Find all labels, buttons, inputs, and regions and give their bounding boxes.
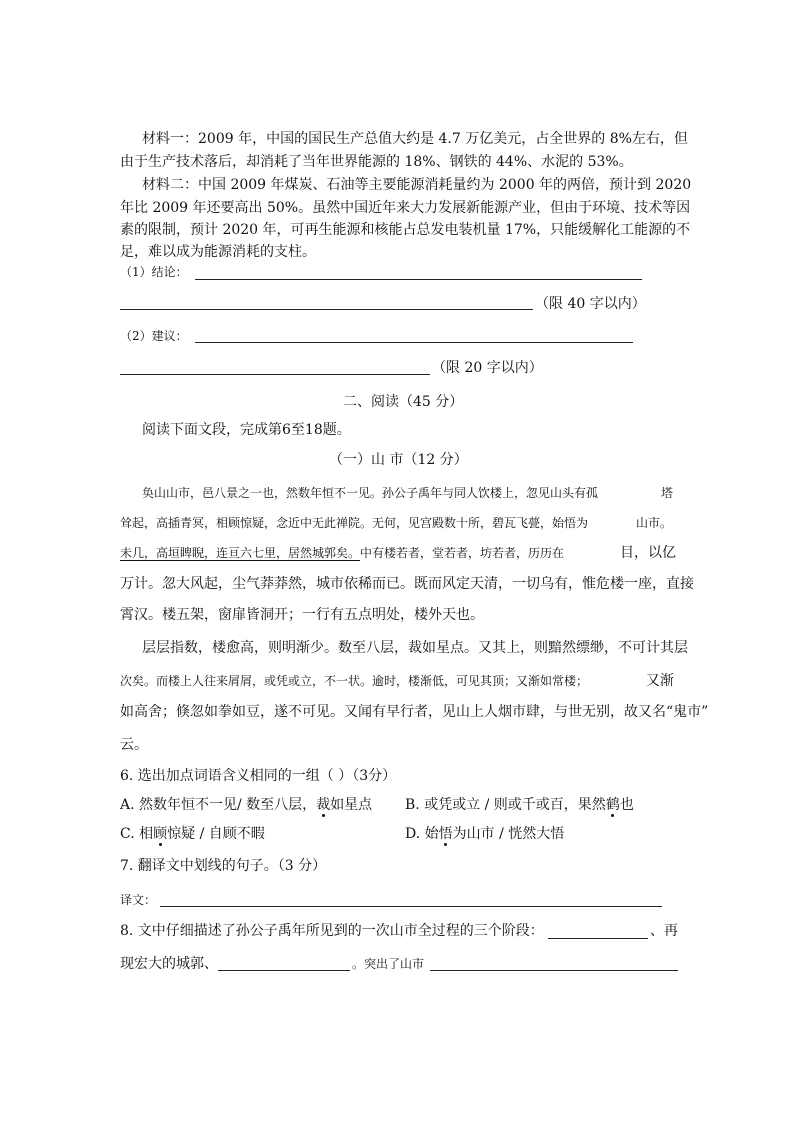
passage-line-3 (120, 545, 564, 561)
section-title: 二、阅读（45 分） (343, 394, 464, 410)
q6-c-dotted-word: 顾 (153, 826, 168, 842)
q1-limit: （限 40 字以内） (535, 296, 646, 312)
q7-stem: 7. 翻译文中划线的句子。（3 分） (120, 858, 327, 874)
passage-line-8: 如高舍；倏忽如拳如豆，遂不可见。又闻有早行者，见山上人烟市肆，与世无别，故又名“鬼市” (120, 704, 709, 720)
passage-line-3-end: 目，以亿 (620, 545, 676, 561)
q1-answer-line-2[interactable] (120, 309, 533, 310)
passage-line-7-end: 又渐 (646, 673, 674, 689)
q7-answer-line[interactable] (160, 906, 662, 907)
q6-stem: 6. 选出加点词语含义相同的一组（ ）（3分） (120, 768, 397, 784)
passage-line-9: 云。 (120, 737, 148, 753)
q2-limit: （限 20 字以内） (432, 360, 543, 376)
material-2-line-3: 素的限制，预计 2020 年，可再生能源和核能占总发电装机量 17%，只能缓解化工能源的不 (120, 222, 691, 238)
underlined-sentence: 未几，高垣睥睨，连亘六七里，居然城郭矣。 (120, 546, 361, 560)
passage-line-6: 层层指数，楼愈高，则明渐少。数至八层，裁如星点。又其上，则黯然缥缈，不可计其层 (142, 640, 688, 656)
passage-line-5: 霄汉。楼五架，窗扉皆洞开；一行有五点明处，楼外天也。 (120, 607, 484, 623)
q6-a-text-2: 如星点 (330, 797, 373, 813)
q8-blank-2[interactable] (218, 970, 350, 971)
q8-line-1-end: 、再 (650, 923, 678, 939)
q8-line-1: 8. 文中仔细描述了孙公子禹年所见到的一次山市全过程的三个阶段： (120, 923, 544, 939)
material-2-line-4: 足，难以成为能源消耗的支柱。 (120, 244, 316, 260)
passage-line-1-end: 塔 (661, 486, 674, 500)
passage-line-1: 奂山山市，邑八景之一也，然数年恒不一见。孙公子禹年与同人饮楼上，忽见山头有孤 (142, 486, 599, 500)
q2-answer-line-1[interactable] (195, 342, 633, 343)
q8-blank-1[interactable] (548, 938, 648, 939)
section-intro: 阅读下面文段，完成第6至18题。 (142, 422, 351, 438)
q6-option-c[interactable] (120, 826, 265, 842)
q6-a-text-1: A. 然数年恒不一见/ 数至八层， (120, 797, 317, 813)
passage-line-3-rest: 中有楼若者，堂若者，坊若者，历历在 (360, 546, 565, 560)
passage-line-2-end: 山市。 (636, 516, 673, 530)
passage-line-2: 耸起，高插青冥，相顾惊疑，念近中无此禅院。无何，见宫殿数十所，碧瓦飞甍，始悟为 (120, 516, 589, 530)
q8-line-2: 现宏大的城郭、 (120, 956, 218, 972)
q6-d-text-2: 为山市 / 恍然大悟 (452, 826, 565, 842)
q6-b-text-2: 也 (619, 797, 634, 813)
material-2-line-2: 年比 2009 年还要高出 50%。虽然中国近年来大力发展新能源产业，但由于环境、技术等因 (120, 200, 691, 216)
passage-line-4: 万计。忽大风起，尘气莽莽然，城市依稀而已。既而风定天清，一切乌有，惟危楼一座，直接 (120, 576, 694, 592)
material-1-line-2: 由于生产技术落后，却消耗了当年世界能源的 18%、钢铁的 44%、水泥的 53%。 (120, 154, 633, 170)
q6-a-dotted-word: 裁 (316, 797, 331, 813)
passage-line-7: 次矣。而楼上人往来屑屑，或凭或立，不一状。逾时，楼渐低，可见其顶；又渐如常楼； (120, 674, 589, 688)
q1-label: （1）结论： (120, 265, 188, 279)
q6-d-text-1: D. 始 (405, 826, 439, 842)
q6-d-dotted-word: 悟 (438, 826, 453, 842)
q7-translation-label: 译文： (120, 893, 157, 907)
q8-blank-3[interactable] (430, 970, 678, 971)
q6-option-a[interactable] (120, 797, 372, 813)
q6-c-text-2: 惊疑 / 自顾不暇 (167, 826, 265, 842)
material-1-line-1: 材料一：2009 年，中国的国民生产总值大约是 4.7 万亿美元，占全世界的 8%左右，但 (142, 131, 688, 147)
q6-b-text-1: B. 或凭或立 / 则或千或百，果然 (405, 797, 606, 813)
q6-c-text-1: C. 相 (120, 826, 154, 842)
material-2-line-1: 材料二：中国 2009 年煤炭、石油等主要能源消耗量约为 2000 年的两倍，预计到 2020 (142, 177, 692, 193)
q6-option-d[interactable] (405, 826, 564, 842)
q1-answer-line-1[interactable] (195, 279, 642, 280)
q8-line-2-mid: 。突出了山市 (352, 957, 425, 971)
q2-label: （2）建议： (120, 329, 188, 343)
passage-title: （一）山 市（12 分） (329, 452, 468, 468)
q2-answer-line-2[interactable] (120, 374, 430, 375)
q6-b-dotted-word: 鹤 (605, 797, 620, 813)
q6-option-b[interactable] (405, 797, 634, 813)
